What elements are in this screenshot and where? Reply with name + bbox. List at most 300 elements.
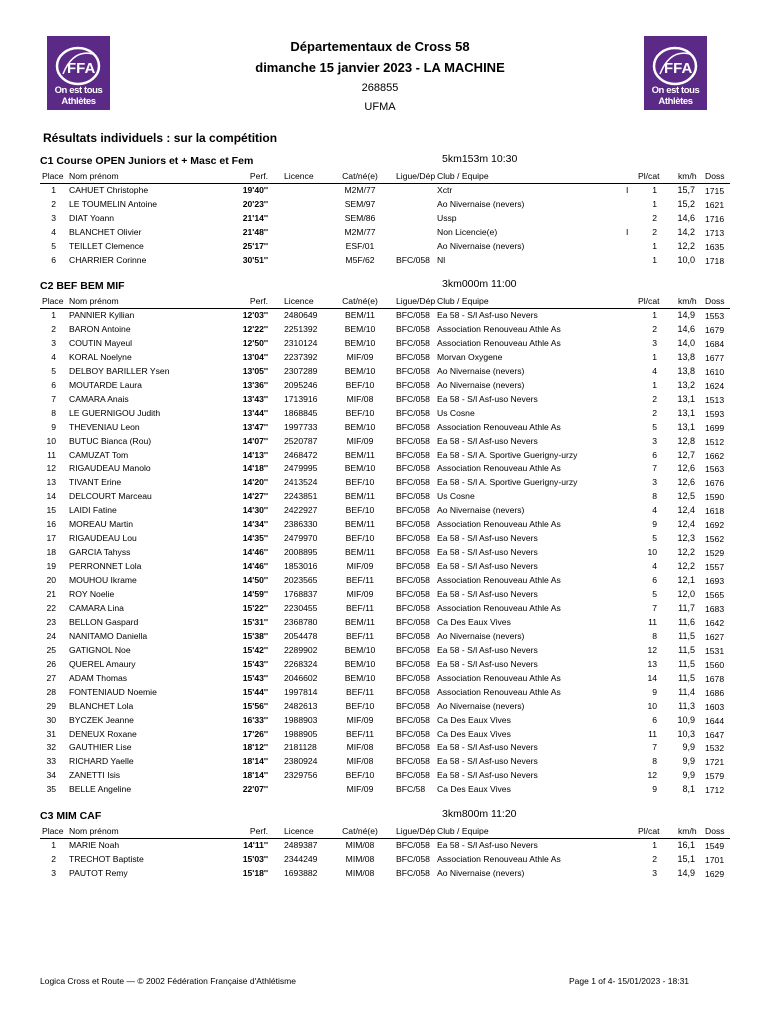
cell-kmh: 11,5: [678, 644, 695, 655]
cell-nom: PAUTOT Remy: [69, 867, 128, 878]
cell-nom: ADAM Thomas: [69, 672, 128, 683]
column-header-club: Club / Equipe: [437, 296, 489, 306]
cell-doss: 1713: [705, 227, 725, 238]
cell-place: 24: [46, 630, 56, 641]
cell-pl: 8: [652, 630, 657, 641]
cell-place: 26: [46, 658, 56, 669]
cell-pl: 3: [652, 477, 657, 488]
result-row: [40, 324, 730, 336]
cell-pl: 4: [652, 561, 657, 572]
cell-doss: 1565: [705, 590, 725, 600]
cell-kmh: 12,2: [677, 547, 695, 558]
cell-pl: 2: [652, 212, 657, 223]
race-distance-time: 3km800m 11:20: [442, 808, 517, 820]
cell-ligue: BFC/058: [396, 602, 430, 613]
cell-kmh: 15,2: [677, 198, 695, 209]
cell-ligue: BFC/058: [396, 421, 430, 432]
cell-ligue: BFC/058: [396, 867, 430, 878]
cell-club: Ea 58 - S/l Asf-uso Nevers: [437, 742, 538, 753]
race-title: C1 Course OPEN Juniors et + Masc et Fem: [40, 155, 254, 167]
cell-ligue: BFC/058: [396, 589, 430, 599]
cell-ligue: BFC/058: [396, 630, 430, 641]
cell-licence: 2289902: [284, 644, 318, 655]
cell-licence: 2368780: [284, 616, 318, 627]
cell-kmh: 9,9: [682, 756, 695, 767]
cell-place: 31: [46, 728, 56, 739]
cell-nom: ROY Noelie: [69, 589, 115, 599]
column-header-doss: Doss: [705, 826, 725, 836]
cell-perf: 21'48'': [242, 226, 268, 237]
cell-club: Ea 58 - S/l Asf-uso Nevers: [437, 561, 538, 572]
cell-perf: 20'23'': [242, 198, 268, 209]
cell-perf: 15'42'': [242, 644, 268, 655]
result-row: [40, 687, 730, 699]
cell-place: 4: [51, 351, 56, 362]
cell-cat: BEM/10: [344, 365, 376, 376]
column-header-ligue: Ligue/Dép: [396, 826, 436, 836]
race-title: C3 MIM CAF: [40, 810, 102, 822]
result-row: [40, 603, 730, 615]
cell-cat: M2M/77: [344, 185, 376, 195]
cell-place: 1: [51, 310, 56, 320]
result-row: [40, 394, 730, 406]
cell-ligue: BFC/058: [396, 616, 430, 627]
cell-licence: 1988903: [284, 714, 318, 725]
cell-ligue: BFC/058: [396, 463, 430, 474]
cell-doss: 1684: [705, 338, 725, 349]
cell-licence: 1768837: [284, 589, 318, 599]
cell-licence: 2479970: [284, 533, 318, 544]
cell-doss: 1549: [705, 841, 725, 851]
cell-club: Ca Des Eaux Vives: [437, 616, 511, 627]
cell-pl: 3: [652, 867, 657, 878]
column-header-nom: Nom prénom: [69, 296, 119, 306]
cell-kmh: 10,9: [677, 714, 695, 725]
column-header-licence: Licence: [284, 296, 314, 306]
cell-cat: BEF/10: [345, 407, 375, 418]
cell-place: 7: [51, 393, 56, 404]
cell-cat: BEM/10: [344, 644, 376, 655]
cell-nom: TIVANT Erine: [69, 477, 122, 488]
cell-kmh: 12,6: [677, 477, 695, 488]
cell-nom: MOREAU Martin: [69, 519, 133, 530]
cell-perf: 14'30'': [242, 505, 268, 516]
cell-perf: 22'07'': [242, 784, 268, 795]
cell-doss: 1642: [705, 617, 725, 628]
cell-nom: MARIE Noah: [69, 840, 120, 850]
cell-doss: 1693: [705, 576, 725, 587]
cell-perf: 14'34'': [242, 519, 268, 530]
cell-ligue: BFC/058: [396, 379, 430, 390]
cell-licence: 2243851: [284, 491, 318, 502]
result-row: [40, 729, 730, 741]
cell-place: 6: [51, 379, 56, 390]
cell-kmh: 9,9: [682, 770, 695, 781]
cell-pl: 5: [652, 533, 657, 544]
cell-cat: SEM/97: [344, 198, 376, 209]
cell-kmh: 15,7: [677, 185, 695, 195]
cell-perf: 14'11'': [243, 840, 268, 850]
cell-club: Ao Nivernaise (nevers): [437, 867, 525, 878]
cell-doss: 1531: [705, 645, 725, 656]
cell-nom: LE TOUMELIN Antoine: [69, 198, 158, 209]
cell-kmh: 14,9: [677, 867, 695, 878]
cell-ligue: BFC/058: [396, 547, 430, 558]
cell-cat: MIF/09: [346, 714, 374, 725]
cell-pl: 4: [652, 365, 657, 376]
cell-pl: 1: [652, 185, 657, 195]
cell-club: Association Renouveau Athle As: [437, 323, 561, 334]
cell-kmh: 14,6: [677, 323, 695, 334]
cell-doss: 1635: [705, 241, 725, 252]
column-header-place: Place: [42, 826, 64, 836]
cell-doss: 1677: [705, 352, 725, 363]
cell-mark: I: [626, 185, 629, 195]
cell-nom: BLANCHET Lola: [69, 700, 134, 711]
cell-place: 28: [46, 686, 56, 697]
cell-club: Ca Des Eaux Vives: [437, 728, 511, 739]
cell-perf: 14'50'': [242, 575, 268, 586]
result-row: [40, 213, 730, 225]
cell-club: Association Renouveau Athle As: [437, 421, 561, 432]
cell-nom: RIGAUDEAU Lou: [69, 533, 137, 544]
cell-club: Ea 58 - S/l Asf-uso Nevers: [437, 644, 538, 655]
cell-place: 33: [46, 756, 56, 767]
race-distance-time: 3km000m 11:00: [442, 278, 517, 290]
cell-pl: 11: [648, 616, 657, 627]
cell-nom: CAMARA Anais: [69, 393, 129, 404]
cell-perf: 13'04'': [242, 351, 268, 362]
cell-nom: FONTENIAUD Noemie: [69, 686, 157, 697]
cell-place: 18: [46, 547, 56, 558]
cell-place: 22: [46, 602, 56, 613]
cell-nom: PERRONNET Lola: [69, 561, 142, 572]
cell-pl: 12: [647, 770, 657, 781]
result-row: [40, 659, 730, 671]
cell-pl: 1: [652, 351, 657, 362]
cell-place: 5: [51, 365, 56, 376]
cell-nom: BYCZEK Jeanne: [69, 714, 134, 725]
cell-licence: 1997814: [284, 686, 318, 697]
cell-perf: 15'18'': [242, 867, 268, 878]
cell-place: 29: [46, 700, 56, 711]
cell-pl: 2: [652, 853, 657, 864]
cell-place: 2: [51, 323, 56, 334]
cell-nom: GAUTHIER Lise: [69, 742, 132, 753]
cell-doss: 1562: [705, 534, 725, 545]
cell-perf: 14'46'': [242, 561, 268, 572]
cell-doss: 1692: [705, 520, 725, 531]
cell-nom: DIAT Yoann: [69, 212, 115, 223]
cell-kmh: 12,3: [677, 533, 695, 544]
cell-licence: 2520787: [284, 435, 318, 446]
cell-ligue: BFC/058: [396, 561, 430, 572]
cell-ligue: BFC/058: [396, 435, 430, 446]
cell-club: Ea 58 - S/l Asf-uso Nevers: [437, 840, 538, 850]
cell-cat: MIF/09: [346, 351, 374, 362]
cell-doss: 1563: [705, 464, 725, 475]
cell-cat: BEM/11: [345, 547, 375, 558]
cell-licence: 2386330: [284, 519, 318, 530]
cell-kmh: 11,5: [678, 630, 695, 641]
column-header-ligue: Ligue/Dép: [396, 171, 436, 181]
cell-cat: BEM/11: [345, 449, 375, 460]
cell-club: Ea 58 - S/l Asf-uso Nevers: [437, 658, 538, 669]
cell-cat: MIF/09: [346, 589, 374, 599]
cell-licence: 2008895: [284, 547, 318, 558]
result-row: [40, 673, 730, 685]
cell-ligue: BFC/058: [396, 700, 430, 711]
table-header: [40, 826, 730, 838]
cell-club: Association Renouveau Athle As: [437, 463, 561, 474]
cell-nom: TEILLET Clemence: [69, 240, 144, 251]
cell-club: Ea 58 - S/l Asf-uso Nevers: [437, 589, 538, 599]
cell-pl: 8: [652, 491, 657, 502]
cell-club: Ao Nivernaise (nevers): [437, 630, 525, 641]
cell-perf: 19'40'': [242, 185, 268, 195]
cell-doss: 1553: [705, 311, 725, 321]
cell-ligue: BFC/058: [396, 658, 430, 669]
cell-doss: 1512: [705, 436, 725, 447]
result-row: [40, 742, 730, 754]
cell-place: 16: [46, 519, 56, 530]
cell-doss: 1560: [705, 659, 725, 670]
cell-ligue: BFC/058: [396, 254, 430, 265]
cell-doss: 1610: [705, 366, 725, 377]
cell-pl: 2: [652, 226, 657, 237]
cell-perf: 14'13'': [242, 449, 268, 460]
cell-perf: 13'43'': [242, 393, 268, 404]
cell-cat: BEF/10: [345, 700, 375, 711]
cell-licence: 2344249: [284, 853, 318, 864]
cell-club: Ea 58 - S/l Asf-uso Nevers: [437, 756, 538, 767]
cell-doss: 1721: [705, 757, 725, 768]
cell-club: Ca Des Eaux Vives: [437, 784, 511, 795]
cell-cat: BEM/10: [344, 323, 376, 334]
cell-licence: 2380924: [284, 756, 318, 767]
cell-perf: 14'07'': [242, 435, 268, 446]
cell-place: 2: [51, 853, 56, 864]
result-row: [40, 436, 730, 448]
cell-ligue: BFC/058: [396, 672, 430, 683]
cell-club: Ea 58 - S/l Asf-uso Nevers: [437, 547, 538, 558]
cell-doss: 1621: [705, 199, 725, 210]
cell-cat: BEM/10: [344, 463, 376, 474]
cell-doss: 1557: [705, 562, 725, 573]
cell-place: 20: [46, 575, 56, 586]
ffa-tagline: On est tous Athlètes: [651, 85, 700, 107]
cell-perf: 18'14'': [242, 756, 268, 767]
cell-kmh: 12,5: [677, 491, 695, 502]
table-header: [40, 171, 730, 183]
cell-nom: CAHUET Christophe: [69, 185, 149, 195]
cell-nom: LE GUERNIGOU Judith: [69, 407, 161, 418]
cell-ligue: BFC/058: [396, 310, 430, 320]
header-divider: [40, 838, 730, 839]
cell-pl: 1: [652, 840, 657, 850]
cell-cat: BEM/10: [344, 337, 376, 348]
cell-place: 1: [51, 840, 56, 850]
cell-place: 17: [46, 533, 56, 544]
result-row: [40, 756, 730, 768]
cell-licence: 1853016: [284, 561, 318, 572]
cell-ligue: BFC/058: [396, 505, 430, 516]
column-header-kmh: km/h: [678, 171, 697, 181]
cell-place: 32: [46, 742, 56, 753]
cell-place: 13: [46, 477, 56, 488]
cell-nom: RIGAUDEAU Manolo: [69, 463, 151, 474]
column-header-nom: Nom prénom: [69, 826, 119, 836]
cell-perf: 15'31'': [242, 616, 268, 627]
cell-kmh: 11,5: [678, 672, 695, 683]
event-date-place: dimanche 15 janvier 2023 - LA MACHINE: [255, 60, 505, 75]
cell-ligue: BFC/058: [396, 519, 430, 530]
cell-perf: 13'36'': [242, 379, 268, 390]
cell-cat: MIF/09: [346, 435, 374, 446]
cell-club: Us Cosne: [437, 491, 475, 502]
cell-perf: 12'50'': [242, 337, 268, 348]
cell-pl: 9: [652, 519, 657, 530]
column-header-cat: Cat/né(e): [342, 296, 378, 306]
cell-nom: DENEUX Roxane: [69, 728, 137, 739]
cell-cat: M5F/62: [345, 254, 375, 265]
ffa-emblem-icon: [650, 44, 701, 88]
column-header-kmh: km/h: [678, 826, 697, 836]
cell-pl: 12: [647, 644, 657, 655]
cell-cat: SEM/86: [344, 212, 376, 223]
cell-perf: 17'26'': [242, 728, 268, 739]
cell-nom: DELBOY BARILLER Ysen: [69, 365, 170, 376]
column-header-licence: Licence: [284, 171, 314, 181]
cell-licence: 2480649: [284, 310, 318, 320]
cell-nom: ZANETTI Isis: [69, 770, 121, 781]
cell-nom: THEVENIAU Leon: [69, 421, 140, 432]
cell-licence: 2422927: [284, 505, 318, 516]
cell-licence: 2023565: [284, 575, 318, 586]
cell-kmh: 8,1: [682, 784, 695, 795]
svg-text:FFA: FFA: [67, 60, 96, 77]
cell-place: 21: [46, 589, 56, 599]
cell-ligue: BFC/058: [396, 449, 430, 460]
cell-place: 6: [51, 254, 56, 265]
event-code: 268855: [361, 82, 399, 94]
cell-pl: 5: [652, 589, 657, 599]
cell-licence: 2230455: [284, 602, 318, 613]
column-header-perf: Perf.: [249, 296, 268, 306]
cell-pl: 6: [652, 575, 657, 586]
cell-ligue: BFC/058: [396, 323, 430, 334]
cell-pl: 2: [652, 407, 657, 418]
cell-club: Us Cosne: [437, 407, 475, 418]
event-title: Départementaux de Cross 58: [290, 39, 470, 54]
cell-licence: 1988905: [284, 728, 318, 739]
cell-licence: 1868845: [284, 407, 318, 418]
cell-doss: 1712: [705, 785, 725, 796]
cell-perf: 13'47'': [242, 421, 268, 432]
cell-cat: BEF/10: [345, 533, 375, 544]
result-row: [40, 505, 730, 517]
cell-pl: 7: [652, 742, 657, 753]
cell-cat: BEF/10: [345, 505, 375, 516]
footer-page-info: Page 1 of 4- 15/01/2023 - 18:31: [569, 976, 690, 986]
cell-club: Association Renouveau Athle As: [437, 337, 561, 348]
cell-place: 12: [46, 463, 56, 474]
cell-kmh: 11,6: [678, 616, 695, 627]
cell-club: Ca Des Eaux Vives: [437, 714, 511, 725]
cell-nom: QUEREL Amaury: [69, 658, 136, 669]
cell-cat: BEM/10: [344, 658, 376, 669]
cell-licence: 2489387: [284, 840, 318, 850]
result-row: [40, 255, 730, 267]
cell-doss: 1627: [705, 631, 725, 642]
result-row: [40, 422, 730, 434]
cell-pl: 6: [652, 449, 657, 460]
cell-ligue: BFC/058: [396, 365, 430, 376]
result-row: [40, 589, 730, 601]
cell-licence: 1713916: [284, 393, 318, 404]
cell-kmh: 12,8: [677, 435, 695, 446]
cell-pl: 9: [652, 686, 657, 697]
cell-cat: BEF/11: [345, 728, 375, 739]
result-row: [40, 575, 730, 587]
cell-doss: 1644: [705, 715, 725, 726]
cell-kmh: 14,0: [677, 337, 695, 348]
cell-nom: BELLE Angeline: [69, 784, 132, 795]
cell-nom: GARCIA Tahyss: [69, 547, 131, 558]
cell-place: 23: [46, 616, 56, 627]
cell-kmh: 11,5: [678, 658, 695, 669]
cell-perf: 15'43'': [242, 658, 268, 669]
cell-club: Ao Nivernaise (nevers): [437, 700, 525, 711]
cell-nom: BARON Antoine: [69, 323, 131, 334]
footer-credit: Logica Cross et Route — © 2002 Fédération Française d'Athlétisme: [40, 976, 296, 986]
cell-club: Xctr: [437, 185, 453, 195]
cell-cat: MIF/08: [346, 393, 374, 404]
cell-licence: 1693882: [284, 867, 318, 878]
cell-perf: 13'05'': [242, 365, 268, 376]
result-row: [40, 352, 730, 364]
cell-ligue: BFC/58: [396, 784, 426, 795]
cell-kmh: 13,8: [677, 351, 695, 362]
cell-perf: 15'03'': [242, 853, 268, 864]
cell-perf: 14'20'': [242, 477, 268, 488]
cell-doss: 1624: [705, 380, 725, 391]
cell-pl: 10: [647, 547, 657, 558]
cell-ligue: BFC/058: [396, 575, 430, 586]
result-row: [40, 199, 730, 211]
cell-ligue: BFC/058: [396, 407, 430, 418]
cell-doss: 1716: [705, 213, 725, 224]
result-row: [40, 770, 730, 782]
cell-perf: 18'14'': [242, 770, 268, 781]
cell-pl: 3: [652, 435, 657, 446]
column-header-club: Club / Equipe: [437, 826, 489, 836]
result-row: [40, 547, 730, 559]
cell-kmh: 11,3: [678, 700, 695, 711]
cell-doss: 1715: [705, 186, 725, 196]
cell-place: 14: [46, 491, 56, 502]
cell-pl: 5: [652, 421, 657, 432]
table-header: [40, 296, 730, 308]
result-row: [40, 561, 730, 573]
cell-club: Ussp: [437, 212, 457, 223]
cell-club: Ea 58 - S/l A. Sportive Guerigny-urzy: [437, 449, 578, 460]
cell-kmh: 11,4: [678, 686, 695, 697]
cell-place: 27: [46, 672, 56, 683]
cell-nom: DELCOURT Marceau: [69, 491, 152, 502]
cell-pl: 7: [652, 602, 657, 613]
cell-club: Morvan Oxygene: [437, 351, 503, 362]
